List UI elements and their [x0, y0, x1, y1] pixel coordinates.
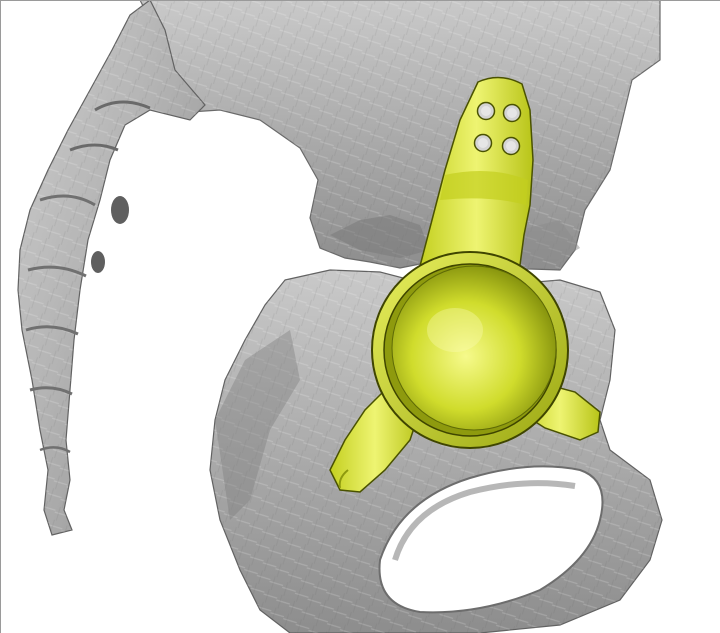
screw-hole-icon [503, 138, 520, 155]
viewport-border-left [0, 0, 1, 633]
screw-hole-icon [475, 135, 492, 152]
viewport-border-top [0, 0, 720, 1]
screw-hole-icon [504, 105, 521, 122]
screw-hole-icon [478, 103, 495, 120]
ilium [135, 0, 720, 270]
sacrum [18, 0, 205, 535]
implant-acetabular-cup [372, 252, 568, 448]
